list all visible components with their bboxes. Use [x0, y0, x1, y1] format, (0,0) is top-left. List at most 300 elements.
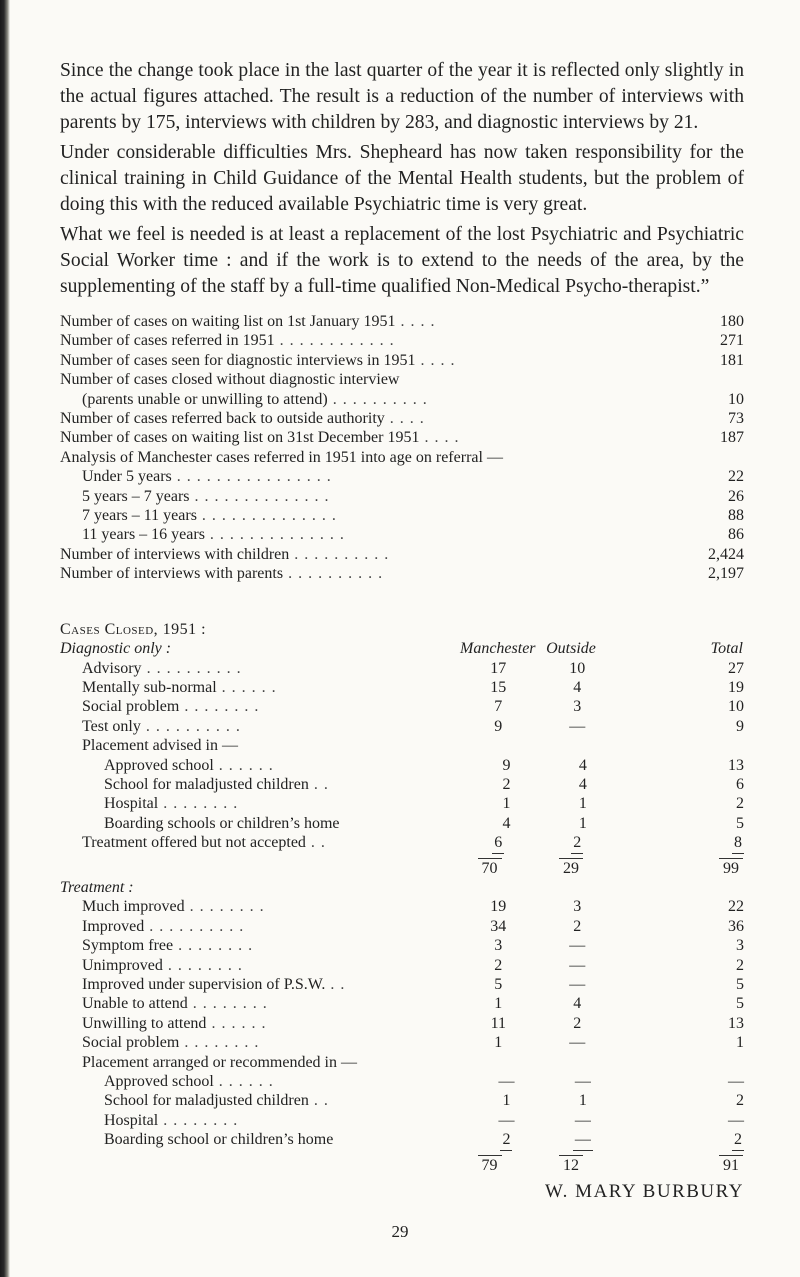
signature: W. MARY BURBURY [544, 1181, 744, 1203]
cell-outside [527, 1014, 628, 1033]
stat-label-text: Analysis of Manchester cases referred in 1951 into age on referral — [60, 448, 503, 466]
stat-label-text: Number of cases referred in 1951 [60, 332, 275, 350]
cell-manchester [479, 1111, 534, 1130]
cell-total [628, 917, 744, 936]
cell-outside [527, 678, 628, 697]
page-binding-edge [0, 0, 10, 1277]
stat-row [60, 564, 744, 583]
stat-label-text: (parents unable or unwilling to attend) [82, 390, 328, 408]
treatment-total-total: 91 [719, 1155, 743, 1175]
leader-dots: . . . . . . . . [179, 698, 260, 716]
column-header-total: Total [710, 640, 743, 658]
cell-manchester [470, 956, 527, 975]
cell-outside [527, 975, 628, 994]
cell-total [628, 897, 744, 916]
stat-row [60, 487, 744, 506]
paragraph-1: Since the change took place in the last quarter of the year it is reflected only slightly in the actual figures attached. The result is a reduction of the number of interviews with parents by 175, interviews with children by 283, and diagnostic interviews by 21. [60, 60, 744, 133]
row-label-text: Unable to attend [82, 995, 188, 1013]
cell-total [628, 659, 744, 678]
table-row [60, 1014, 744, 1033]
leader-dots: . . . . . . . . . . [144, 917, 245, 935]
cell-manchester [470, 936, 527, 955]
cell-value: 2 [494, 956, 503, 974]
stat-row [60, 409, 744, 428]
cell-manchester [470, 833, 527, 853]
treatment-totals-row [60, 1155, 744, 1175]
cell-total [628, 1033, 744, 1052]
stat-row [60, 312, 744, 331]
cell-outside [527, 697, 628, 716]
row-label [60, 833, 470, 852]
cell-value: 5 [736, 976, 744, 993]
cell-value: 5 [736, 995, 744, 1013]
stat-label [60, 370, 684, 389]
statistics-list [60, 312, 744, 584]
table-row [60, 678, 744, 697]
row-label-text: Improved [82, 917, 145, 935]
treatment-heading: Treatment : [60, 878, 134, 896]
stat-value: 10 [728, 390, 744, 408]
row-label [60, 717, 470, 736]
cell-value: 2 [732, 1130, 744, 1150]
stat-label-text: 11 years – 16 years [82, 526, 205, 544]
cell-value: 22 [728, 898, 744, 916]
cell-value: 8 [732, 833, 744, 853]
cell-value: 3 [573, 698, 582, 716]
table-row [60, 936, 744, 955]
cell-value: — [727, 1073, 744, 1091]
stat-label-text: Number of interviews with children [60, 545, 290, 563]
leader-dots: . . . . . . . . [184, 898, 265, 916]
diagnostic-total-outside: 29 [559, 858, 583, 878]
cell-outside [534, 1091, 631, 1110]
table-row [60, 956, 744, 975]
cell-manchester [470, 717, 527, 736]
stat-value: 2,424 [708, 545, 744, 563]
row-label-text: Hospital [104, 1111, 159, 1129]
row-label [60, 994, 470, 1013]
cell-outside [527, 659, 628, 678]
cell-value: 1 [736, 1034, 744, 1052]
leader-dots: . . . . . . . . [158, 1111, 239, 1129]
leader-dots: . . . . . . . . . . [283, 565, 384, 583]
leader-dots: . . . . . . . . . . . . . . [196, 507, 337, 525]
cell-value: 2 [502, 775, 511, 793]
leader-dots: . . . . . . [213, 1073, 274, 1091]
cell-manchester [470, 1033, 527, 1052]
stat-label [60, 467, 684, 486]
cell-value: 13 [727, 756, 744, 774]
cell-value: 2 [573, 917, 582, 935]
cell-outside [534, 814, 631, 833]
stat-value: 2,197 [708, 565, 744, 583]
cell-manchester [479, 775, 534, 794]
stat-label-text: 7 years – 11 years [82, 507, 197, 525]
row-label-text: Hospital [104, 795, 159, 813]
cell-value: 1 [502, 795, 511, 813]
row-label [60, 956, 470, 975]
stat-row [60, 428, 744, 447]
stat-row [60, 331, 744, 350]
cell-value: 3 [573, 898, 582, 916]
stat-label [60, 564, 684, 583]
stat-label [60, 448, 684, 467]
cell-outside [527, 917, 628, 936]
row-label [60, 917, 470, 936]
row-label [60, 736, 470, 755]
table-row [60, 1033, 744, 1052]
cell-value: 19 [490, 898, 507, 916]
diagnostic-heading: Diagnostic only : [60, 640, 172, 658]
leader-dots: . . [325, 976, 346, 993]
treatment-heading-row [60, 878, 744, 897]
stat-label [60, 428, 684, 447]
stat-row [60, 506, 744, 525]
stat-row [60, 390, 744, 409]
row-label-text: School for maladjusted children [104, 775, 309, 793]
table-row [60, 897, 744, 916]
page-number: 29 [391, 1222, 409, 1241]
cell-value: — [569, 717, 586, 735]
leader-dots: . . . . . . . . . . [140, 717, 241, 735]
cell-value: 2 [573, 1014, 582, 1032]
cell-value: — [573, 1130, 593, 1150]
cases-closed-table [60, 620, 744, 1175]
cell-value: 6 [492, 833, 504, 853]
row-label [60, 775, 479, 794]
cell-value: 5 [735, 814, 744, 832]
stat-row [60, 448, 744, 467]
row-label [60, 678, 470, 697]
row-label [60, 1033, 470, 1052]
stat-value: 271 [720, 332, 744, 350]
stat-value: 187 [720, 429, 744, 447]
stat-value: 26 [728, 487, 744, 505]
leader-dots: . . . . . . [216, 678, 277, 696]
row-label-text: Approved school [104, 756, 214, 774]
cell-outside [534, 1130, 631, 1150]
stat-label-text: Under 5 years [82, 468, 172, 486]
row-label [60, 659, 470, 678]
cell-outside [534, 775, 631, 794]
cell-outside [527, 717, 628, 736]
leader-dots: . . . . . . . . . . [327, 390, 428, 408]
paragraph-2: Under considerable difficulties Mrs. Shepheard has now taken responsibility for the clinical training in Child Guidance of the Mental Health students, but the problem of doing this with the reduced available Psychiatric time is very great. [60, 142, 744, 215]
cell-value: 1 [494, 995, 503, 1013]
cell-manchester [470, 994, 527, 1013]
cell-value: 3 [736, 937, 744, 955]
row-label [60, 756, 479, 775]
row-label-text: Advisory [82, 659, 142, 677]
leader-dots: . . . . . . [206, 1014, 267, 1032]
cell-value: 9 [502, 756, 511, 774]
cell-manchester [479, 1091, 534, 1110]
cell-value: — [574, 1111, 591, 1129]
cell-manchester [479, 814, 534, 833]
cell-outside [534, 794, 631, 813]
stat-value: 86 [728, 526, 744, 544]
stat-row [60, 351, 744, 370]
cell-outside [527, 936, 628, 955]
cell-outside [527, 956, 628, 975]
stat-label-text: Number of interviews with parents [60, 565, 284, 583]
cell-total [628, 1014, 744, 1033]
leader-dots: . . . . [415, 351, 456, 369]
cell-value: 9 [494, 717, 503, 735]
cell-outside [534, 756, 631, 775]
cell-outside [534, 1111, 631, 1130]
stat-label [60, 331, 684, 350]
cell-value: 6 [735, 775, 744, 793]
stat-label-text: 5 years – 7 years [82, 487, 190, 505]
cell-value: 3 [494, 937, 503, 955]
leader-dots: . . . . . . . . [173, 937, 254, 955]
cell-manchester [470, 659, 527, 678]
cell-total [628, 936, 744, 955]
diagnostic-total-manchester: 70 [478, 858, 502, 878]
row-label-text: Social problem [82, 698, 180, 716]
cell-total [632, 1091, 744, 1110]
table-row [60, 736, 744, 755]
stat-label [60, 525, 684, 544]
row-label [60, 814, 479, 833]
stat-label-text: Number of cases closed without diagnostic interview [60, 371, 400, 389]
row-label-text: Improved under supervision of P.S.W. [82, 976, 326, 993]
table-row [60, 833, 744, 853]
cell-value: 2 [571, 833, 583, 853]
cell-total [628, 717, 744, 736]
row-label-text: Mentally sub-normal [82, 678, 217, 696]
table-row [60, 756, 744, 775]
cell-value: — [498, 1111, 515, 1129]
column-header-row [60, 639, 744, 658]
stat-value: 181 [720, 351, 744, 369]
cell-value: 2 [500, 1130, 512, 1150]
row-label [60, 794, 479, 813]
leader-dots: . . . . . . . . [179, 1034, 260, 1052]
row-label-text: Social problem [82, 1034, 180, 1052]
cell-value: 4 [573, 678, 582, 696]
cell-manchester [470, 678, 527, 697]
cell-value: 13 [728, 1014, 744, 1032]
row-label-text: Unwilling to attend [82, 1014, 207, 1032]
cell-manchester [470, 1014, 527, 1033]
stat-value: 22 [728, 468, 744, 486]
row-label-text: School for maladjusted children [104, 1092, 309, 1110]
row-label [60, 975, 470, 994]
cell-total [632, 794, 744, 813]
table-row [60, 697, 744, 716]
table-row [60, 775, 744, 794]
row-label-text: Test only [82, 717, 141, 735]
row-label [60, 1091, 479, 1110]
cell-value: 10 [569, 659, 586, 677]
cell-total [632, 1111, 744, 1130]
row-label [60, 1072, 479, 1091]
stat-row [60, 545, 744, 564]
treatment-rows [60, 897, 744, 1150]
stat-value: 88 [728, 507, 744, 525]
table-row [60, 1130, 744, 1150]
document-page [60, 58, 744, 1203]
leader-dots: . . . . [395, 313, 436, 330]
stat-label [60, 409, 684, 428]
table-row [60, 975, 744, 994]
cell-total [632, 814, 744, 833]
column-header-outside: Outside [546, 640, 596, 658]
cell-value: 1 [494, 1034, 503, 1052]
leader-dots: . . . . [384, 410, 425, 428]
row-label-text: Boarding schools or children’s home [104, 814, 340, 832]
leader-dots: . . . . . . . . [158, 795, 239, 813]
cell-value: — [727, 1111, 744, 1129]
leader-dots: . . . . . . [213, 756, 274, 774]
cases-heading: Cases Closed, 1951 : [60, 620, 207, 638]
row-label-text: Boarding school or children’s home [104, 1131, 334, 1149]
row-label [60, 1053, 470, 1072]
stat-label [60, 312, 684, 331]
cell-manchester [479, 794, 534, 813]
leader-dots: . . . . . . . . [187, 995, 268, 1013]
leader-dots: . . [308, 775, 329, 793]
cell-value: 17 [490, 659, 507, 677]
cell-manchester [470, 897, 527, 916]
row-label-text: Treatment offered but not accepted [82, 834, 306, 852]
cell-manchester [479, 756, 534, 775]
cell-total [632, 756, 744, 775]
stat-label [60, 506, 684, 525]
cell-manchester [470, 975, 527, 994]
cell-value: 4 [578, 756, 587, 774]
diagnostic-totals-row [60, 858, 744, 878]
row-label [60, 897, 470, 916]
treatment-total-outside: 12 [559, 1155, 583, 1175]
cell-value: 5 [494, 976, 503, 993]
cell-manchester [470, 917, 527, 936]
stat-label-text: Number of cases on waiting list on 1st January 1951 [60, 313, 396, 330]
leader-dots: . . [308, 1092, 329, 1110]
cell-value: 1 [578, 1092, 587, 1110]
diagnostic-rows [60, 659, 744, 854]
stat-label [60, 545, 684, 564]
table-row [60, 994, 744, 1013]
table-row [60, 1072, 744, 1091]
table-row [60, 1111, 744, 1130]
table-row [60, 814, 744, 833]
leader-dots: . . . . . . . . . . [289, 545, 390, 563]
cell-value: 36 [728, 917, 744, 935]
table-row [60, 1053, 744, 1072]
leader-dots: . . [305, 834, 326, 852]
leader-dots: . . . . . . . . . . . . . . [204, 526, 345, 544]
cell-total [628, 697, 744, 716]
diagnostic-total-total: 99 [719, 858, 743, 878]
table-row [60, 794, 744, 813]
leader-dots: . . . . [419, 429, 460, 447]
leader-dots: . . . . . . . . . . [141, 659, 242, 677]
cell-value: 4 [502, 814, 511, 832]
row-label-text: Placement advised in — [82, 737, 238, 755]
row-label-text: Symptom free [82, 937, 174, 955]
treatment-total-manchester: 79 [478, 1155, 502, 1175]
cell-value: — [574, 1073, 591, 1091]
cell-value: 7 [494, 698, 503, 716]
row-label-text: Much improved [82, 898, 185, 916]
cell-total [628, 956, 744, 975]
cell-outside [527, 833, 628, 853]
row-label [60, 936, 470, 955]
column-header-manchester: Manchester [460, 640, 536, 658]
stat-label-text: Number of cases seen for diagnostic interviews in 1951 [60, 351, 416, 369]
cell-total [628, 994, 744, 1013]
cell-manchester [479, 1130, 534, 1150]
stat-label [60, 487, 684, 506]
row-label [60, 697, 470, 716]
row-label [60, 1014, 470, 1033]
cell-value: — [569, 976, 586, 993]
cell-outside [527, 897, 628, 916]
cell-value: 9 [736, 717, 744, 735]
cell-total [632, 1130, 744, 1150]
cell-value: — [569, 1034, 586, 1052]
table-row [60, 1091, 744, 1110]
cell-total [632, 1072, 744, 1091]
cell-value: 1 [578, 814, 587, 832]
cell-value: 11 [490, 1014, 506, 1032]
cell-total [628, 975, 744, 994]
cell-total [628, 833, 744, 853]
leader-dots: . . . . . . . . . . . . . . [189, 487, 330, 505]
row-label-text: Approved school [104, 1073, 214, 1091]
stat-row [60, 525, 744, 544]
stat-value: 73 [728, 410, 744, 428]
cell-manchester [479, 1072, 534, 1091]
stat-row [60, 467, 744, 486]
table-row [60, 659, 744, 678]
cases-heading-row [60, 620, 744, 639]
row-label-text: Placement arranged or recommended in — [82, 1053, 357, 1071]
cell-value: 34 [490, 917, 507, 935]
row-label [60, 1111, 479, 1130]
cell-value: 19 [728, 678, 744, 696]
cell-value: — [498, 1073, 515, 1091]
stat-label-text: Number of cases referred back to outside authority [60, 410, 385, 428]
cell-value: 10 [728, 698, 744, 716]
cell-value: 4 [573, 995, 582, 1013]
cell-value: 2 [736, 956, 744, 974]
stat-row [60, 370, 744, 389]
cell-value: — [569, 956, 586, 974]
cell-outside [534, 1072, 631, 1091]
leader-dots: . . . . . . . . . . . . [274, 332, 395, 350]
cell-value: 2 [735, 1092, 744, 1110]
leader-dots: . . . . . . . . . . . . . . . . [171, 468, 332, 486]
stat-label-text: Number of cases on waiting list on 31st December 1951 [60, 429, 420, 447]
cell-value: 1 [578, 795, 587, 813]
cell-value: 1 [502, 1092, 511, 1110]
cell-value: — [569, 937, 586, 955]
cell-outside [527, 994, 628, 1013]
stat-label [60, 351, 684, 370]
paragraph-3: What we feel is needed is at least a replacement of the lost Psychiatric and Psychiatric Social Worker time : and if the work is to extend to the needs of the area, by the supplementing of the staff by a full-time qualified Non-Medical Psycho-therapist.” [60, 224, 744, 297]
table-row [60, 917, 744, 936]
cell-manchester [470, 697, 527, 716]
row-label [60, 1130, 479, 1149]
table-row [60, 717, 744, 736]
cell-value: 27 [728, 659, 744, 677]
stat-label [60, 390, 684, 409]
cell-total [628, 678, 744, 697]
